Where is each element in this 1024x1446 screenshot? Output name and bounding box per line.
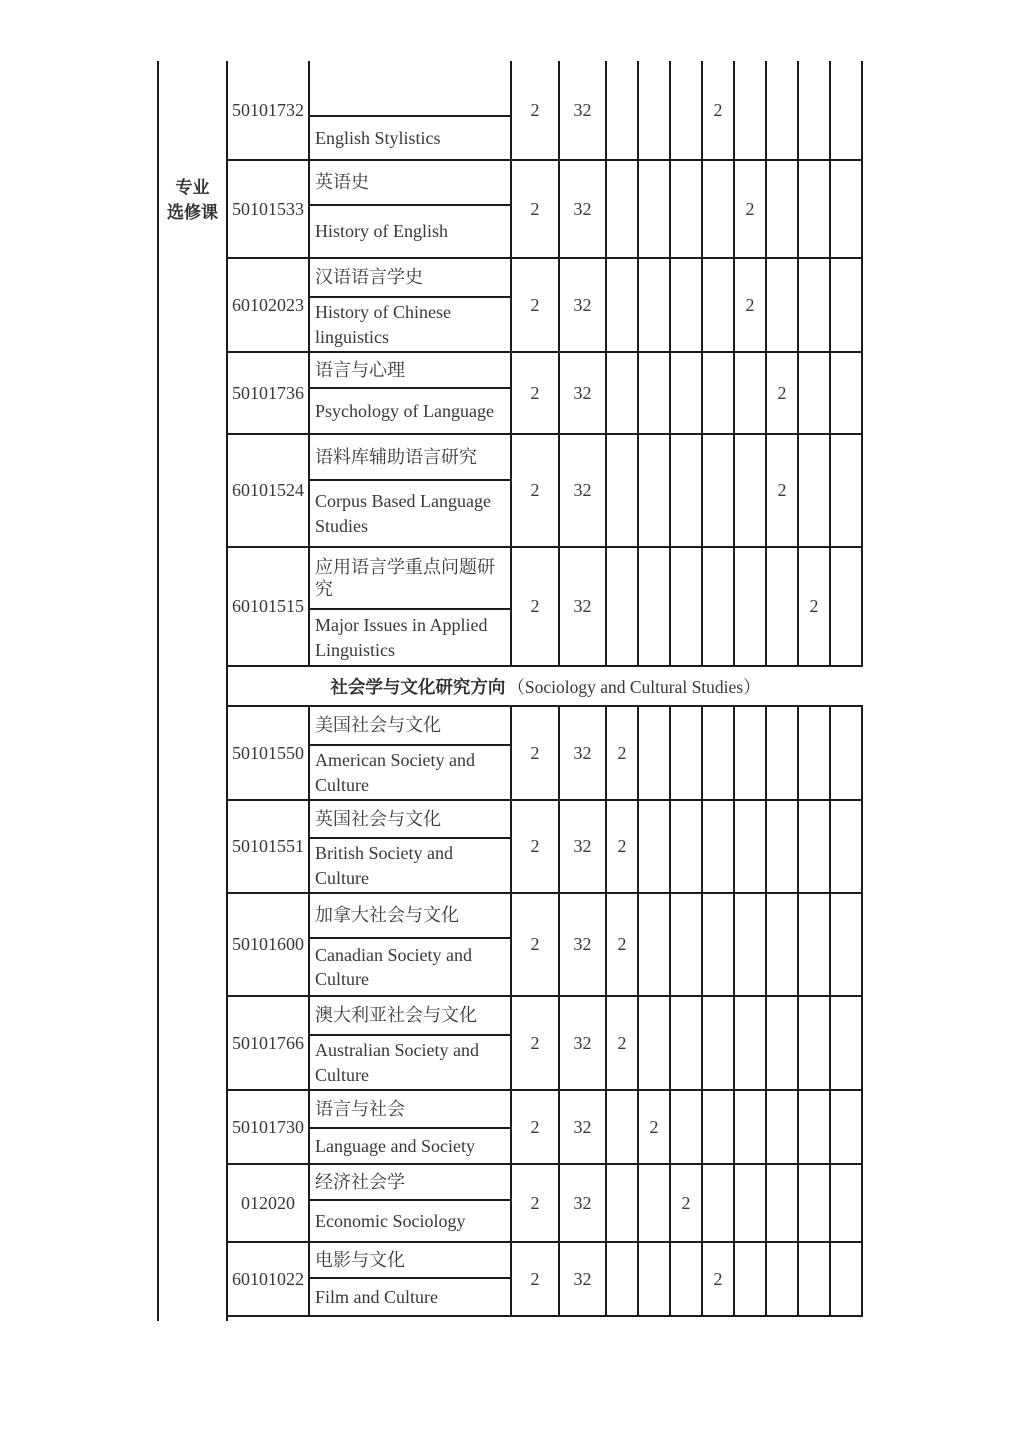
semester-cell-6 <box>767 997 799 1089</box>
semester-cell-4 <box>703 548 735 665</box>
course-rows <box>228 61 863 1321</box>
semester-cell-4 <box>703 997 735 1089</box>
semester-cell-4 <box>703 707 735 799</box>
semester-cell-5 <box>735 997 767 1089</box>
course-code: 60101524 <box>228 435 310 546</box>
semester-cell-7 <box>799 161 831 257</box>
course-name-zh <box>310 61 510 117</box>
course-code: 50101736 <box>228 353 310 433</box>
course-hours: 32 <box>560 61 607 159</box>
semester-cell-7 <box>799 707 831 799</box>
semester-cell-3 <box>671 548 703 665</box>
course-hours: 32 <box>560 353 607 433</box>
course-name-en: Language and Society <box>315 1135 475 1156</box>
semester-cell-8 <box>831 548 863 665</box>
course-name-en: History of English <box>315 221 448 242</box>
semester-cell-5 <box>735 548 767 665</box>
course-name-en: English Stylistics <box>315 127 441 148</box>
semester-cell-3 <box>671 801 703 892</box>
semester-cell-7 <box>799 997 831 1089</box>
semester-cell-8 <box>831 435 863 546</box>
course-code: 012020 <box>228 1165 310 1241</box>
course-row <box>228 997 863 1091</box>
course-name-cell <box>310 548 512 665</box>
semester-cell-4 <box>703 1165 735 1241</box>
semester-cell-1 <box>607 1243 639 1315</box>
course-credits: 2 <box>512 1165 560 1241</box>
semester-cell-8 <box>831 801 863 892</box>
semester-cell-6: 2 <box>767 435 799 546</box>
course-code: 60102023 <box>228 259 310 351</box>
semester-cell-8 <box>831 1243 863 1315</box>
course-hours: 32 <box>560 548 607 665</box>
course-name-cell <box>310 997 512 1089</box>
semester-cell-7 <box>799 1091 831 1163</box>
semester-cell-8 <box>831 353 863 433</box>
semester-cell-7: 2 <box>799 548 831 665</box>
semester-cell-1 <box>607 1091 639 1163</box>
course-credits: 2 <box>512 801 560 892</box>
semester-cell-8 <box>831 707 863 799</box>
semester-cell-1 <box>607 161 639 257</box>
course-credits: 2 <box>512 259 560 351</box>
course-credits: 2 <box>512 61 560 159</box>
course-hours: 32 <box>560 1091 607 1163</box>
course-name-zh: 经济社会学 <box>310 1165 510 1201</box>
semester-cell-1 <box>607 61 639 159</box>
semester-cell-2 <box>639 997 671 1089</box>
course-code: 60101515 <box>228 548 310 665</box>
semester-cell-8 <box>831 1091 863 1163</box>
semester-cell-1 <box>607 1165 639 1241</box>
semester-cell-4 <box>703 1091 735 1163</box>
course-row <box>228 259 863 353</box>
semester-cell-2 <box>639 801 671 892</box>
course-name-en: Film and Culture <box>315 1286 438 1307</box>
course-table-viewport <box>0 99 1024 1325</box>
semester-cell-3 <box>671 707 703 799</box>
course-code: 60101022 <box>228 1243 310 1315</box>
semester-cell-3 <box>671 435 703 546</box>
course-name-cell <box>310 61 512 159</box>
semester-cell-3 <box>671 353 703 433</box>
semester-cell-5 <box>735 894 767 995</box>
course-hours: 32 <box>560 801 607 892</box>
semester-cell-2 <box>639 161 671 257</box>
semester-cell-7 <box>799 353 831 433</box>
course-name-zh: 美国社会与文化 <box>310 707 510 746</box>
semester-cell-3 <box>671 997 703 1089</box>
semester-cell-1: 2 <box>607 707 639 799</box>
course-name-cell <box>310 1243 512 1315</box>
semester-cell-3: 2 <box>671 1165 703 1241</box>
course-row <box>228 707 863 801</box>
course-name-en: Economic Sociology <box>315 1210 466 1231</box>
semester-cell-1 <box>607 435 639 546</box>
semester-cell-2 <box>639 548 671 665</box>
semester-cell-3 <box>671 259 703 351</box>
course-hours: 32 <box>560 259 607 351</box>
semester-cell-3 <box>671 161 703 257</box>
course-credits: 2 <box>512 548 560 665</box>
semester-cell-7 <box>799 894 831 995</box>
semester-cell-2 <box>639 1165 671 1241</box>
semester-cell-6 <box>767 259 799 351</box>
course-name-zh: 应用语言学重点问题研究 <box>310 548 510 610</box>
semester-cell-3 <box>671 1243 703 1315</box>
semester-cell-2: 2 <box>639 1091 671 1163</box>
course-name-cell <box>310 353 512 433</box>
course-hours: 32 <box>560 707 607 799</box>
course-credits: 2 <box>512 894 560 995</box>
course-name-cell <box>310 1165 512 1241</box>
course-name-cell <box>310 435 512 546</box>
course-row <box>228 1091 863 1165</box>
course-name-cell <box>310 894 512 995</box>
course-name-zh: 电影与文化 <box>310 1243 510 1279</box>
semester-cell-1: 2 <box>607 894 639 995</box>
course-credits: 2 <box>512 1091 560 1163</box>
course-hours: 32 <box>560 435 607 546</box>
section-header-row <box>228 667 863 707</box>
course-hours: 32 <box>560 1243 607 1315</box>
semester-cell-6 <box>767 61 799 159</box>
category-label <box>159 176 226 225</box>
semester-cell-5 <box>735 1165 767 1241</box>
semester-cell-7 <box>799 801 831 892</box>
semester-cell-8 <box>831 259 863 351</box>
course-name-en: Australian Society and Culture <box>315 1040 479 1085</box>
course-code: 50101732 <box>228 61 310 159</box>
course-code: 50101551 <box>228 801 310 892</box>
course-name-zh: 英国社会与文化 <box>310 801 510 839</box>
semester-cell-6 <box>767 707 799 799</box>
semester-cell-5 <box>735 707 767 799</box>
course-code: 50101600 <box>228 894 310 995</box>
course-hours: 32 <box>560 894 607 995</box>
semester-cell-2 <box>639 707 671 799</box>
semester-cell-2 <box>639 894 671 995</box>
course-name-cell <box>310 161 512 257</box>
semester-cell-8 <box>831 894 863 995</box>
course-name-en: British Society and Culture <box>315 843 453 888</box>
course-code: 50101550 <box>228 707 310 799</box>
semester-cell-4 <box>703 801 735 892</box>
semester-cell-4: 2 <box>703 61 735 159</box>
course-row <box>228 161 863 259</box>
course-row <box>228 548 863 667</box>
semester-cell-2 <box>639 259 671 351</box>
semester-cell-4 <box>703 161 735 257</box>
semester-cell-6 <box>767 894 799 995</box>
semester-cell-6 <box>767 548 799 665</box>
semester-cell-6 <box>767 801 799 892</box>
semester-cell-5: 2 <box>735 161 767 257</box>
course-name-en: Psychology of Language <box>315 400 494 421</box>
course-hours: 32 <box>560 1165 607 1241</box>
course-row <box>228 1243 863 1317</box>
course-code: 50101533 <box>228 161 310 257</box>
semester-cell-4 <box>703 435 735 546</box>
semester-cell-7 <box>799 435 831 546</box>
semester-cell-5: 2 <box>735 259 767 351</box>
section-header-en: （Sociology and Cultural Studies） <box>507 676 761 697</box>
course-name-zh: 语料库辅助语言研究 <box>310 435 510 481</box>
semester-cell-7 <box>799 1165 831 1241</box>
semester-cell-6 <box>767 1243 799 1315</box>
course-name-cell <box>310 801 512 892</box>
semester-cell-5 <box>735 801 767 892</box>
semester-cell-4 <box>703 259 735 351</box>
category-cell <box>157 61 228 1321</box>
course-code: 50101766 <box>228 997 310 1089</box>
semester-cell-6 <box>767 1165 799 1241</box>
course-name-zh: 语言与心理 <box>310 353 510 389</box>
course-name-en: Major Issues in Applied Linguistics <box>315 615 488 660</box>
course-row <box>228 435 863 548</box>
course-credits: 2 <box>512 435 560 546</box>
semester-cell-3 <box>671 894 703 995</box>
section-header-zh: 社会学与文化研究方向 <box>330 676 506 697</box>
course-row <box>228 801 863 894</box>
semester-cell-1: 2 <box>607 801 639 892</box>
semester-cell-7 <box>799 259 831 351</box>
semester-cell-4 <box>703 353 735 433</box>
semester-cell-8 <box>831 161 863 257</box>
course-credits: 2 <box>512 1243 560 1315</box>
course-name-en: History of Chinese linguistics <box>315 302 451 347</box>
semester-cell-1 <box>607 353 639 433</box>
course-name-cell <box>310 259 512 351</box>
semester-cell-3 <box>671 1091 703 1163</box>
category-label-line1: 专业 <box>175 178 210 197</box>
course-row <box>228 353 863 435</box>
semester-cell-4: 2 <box>703 1243 735 1315</box>
semester-cell-1 <box>607 259 639 351</box>
semester-cell-7 <box>799 61 831 159</box>
semester-cell-5 <box>735 61 767 159</box>
semester-cell-2 <box>639 435 671 546</box>
course-name-zh: 英语史 <box>310 161 510 206</box>
semester-cell-6 <box>767 161 799 257</box>
semester-cell-6 <box>767 1091 799 1163</box>
semester-cell-5 <box>735 353 767 433</box>
semester-cell-1: 2 <box>607 997 639 1089</box>
course-name-en: American Society and Culture <box>315 750 475 795</box>
semester-cell-8 <box>831 1165 863 1241</box>
semester-cell-2 <box>639 1243 671 1315</box>
semester-cell-5 <box>735 1091 767 1163</box>
course-code: 50101730 <box>228 1091 310 1163</box>
course-row <box>228 1165 863 1243</box>
semester-cell-3 <box>671 61 703 159</box>
course-credits: 2 <box>512 353 560 433</box>
semester-cell-2 <box>639 61 671 159</box>
course-credits: 2 <box>512 161 560 257</box>
semester-cell-6: 2 <box>767 353 799 433</box>
semester-cell-8 <box>831 61 863 159</box>
course-credits: 2 <box>512 997 560 1089</box>
course-name-en: Corpus Based Language Studies <box>315 491 491 536</box>
semester-cell-5 <box>735 1243 767 1315</box>
course-name-zh: 汉语语言学史 <box>310 259 510 298</box>
course-hours: 32 <box>560 161 607 257</box>
course-name-zh: 语言与社会 <box>310 1091 510 1129</box>
course-name-zh: 加拿大社会与文化 <box>310 894 510 939</box>
course-name-zh: 澳大利亚社会与文化 <box>310 997 510 1036</box>
category-label-line2: 选修课 <box>167 202 218 222</box>
course-name-en: Canadian Society and Culture <box>315 944 472 989</box>
semester-cell-5 <box>735 435 767 546</box>
semester-cell-8 <box>831 997 863 1089</box>
semester-cell-7 <box>799 1243 831 1315</box>
semester-cell-1 <box>607 548 639 665</box>
course-name-cell <box>310 1091 512 1163</box>
course-table <box>157 61 863 1321</box>
course-hours: 32 <box>560 997 607 1089</box>
semester-cell-4 <box>703 894 735 995</box>
course-row <box>228 894 863 997</box>
course-credits: 2 <box>512 707 560 799</box>
semester-cell-2 <box>639 353 671 433</box>
course-name-cell <box>310 707 512 799</box>
course-row <box>228 61 863 161</box>
